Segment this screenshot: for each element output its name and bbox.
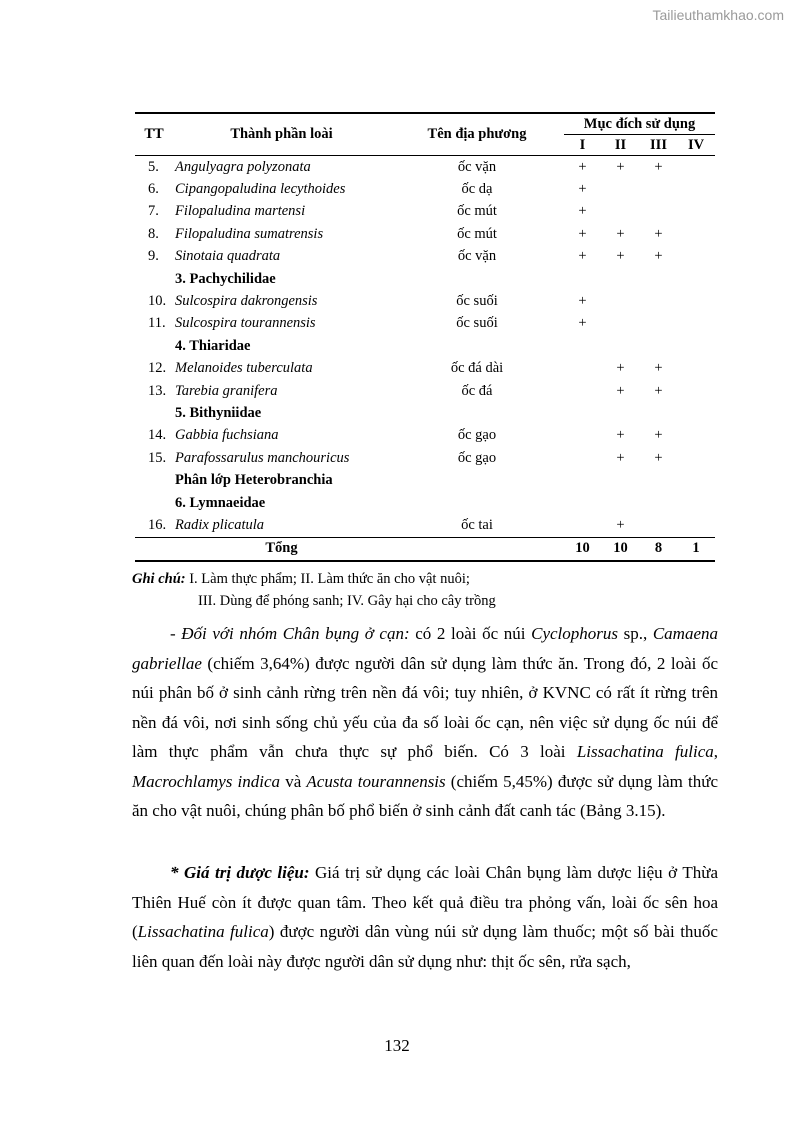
local-name: ốc mút — [457, 203, 497, 220]
row-number: 11. — [148, 315, 166, 332]
purpose-i — [564, 514, 601, 537]
total-iv: 1 — [677, 537, 715, 561]
purpose-ii — [601, 178, 640, 200]
species-name: Parafossarulus manchouricus — [175, 449, 350, 466]
table-row — [135, 358, 715, 380]
header-local-name: Tên địa phương — [390, 113, 564, 156]
p2-lead: * Giá trị dược liệu: — [170, 863, 310, 882]
table-row — [135, 246, 715, 268]
row-number: 16. — [135, 514, 173, 537]
local-name: ốc suối — [456, 315, 498, 332]
purpose-iv — [677, 313, 715, 335]
row-number: 5. — [148, 158, 159, 175]
purpose-i: + — [578, 225, 587, 242]
row-number: 7. — [148, 203, 159, 220]
purpose-i: + — [578, 203, 587, 220]
purpose-ii: + — [616, 382, 625, 399]
local-name: ốc đá — [461, 382, 493, 399]
p1-text: và — [280, 771, 307, 791]
group-row — [135, 335, 715, 357]
local-name: ốc gạo — [457, 427, 497, 444]
p2-species: Lissachatina fulica — [137, 922, 269, 941]
paragraph-land-snails — [132, 619, 718, 826]
header-purpose-iv: IV — [677, 135, 715, 156]
p1-species: Cyclophorus — [531, 624, 618, 643]
purpose-ii — [601, 290, 640, 312]
local-name: ốc suối — [456, 293, 498, 310]
page-number: 132 — [384, 1036, 410, 1055]
species-table — [135, 112, 715, 562]
row-number: 8. — [148, 225, 159, 242]
total-row — [135, 537, 715, 561]
header-purpose-iii: III — [640, 135, 677, 156]
purpose-iii — [640, 290, 677, 312]
local-name: ốc gạo — [457, 449, 497, 466]
purpose-ii — [601, 201, 640, 223]
purpose-ii — [601, 313, 640, 335]
p2-text: ) được người dân vùng núi sử dụng làm thuốc; một số bài thuốc liên quan đến loài này được người dân sử dụng như: thịt ốc sên, rửa sạch, — [132, 922, 718, 971]
purpose-ii: + — [616, 449, 625, 466]
total-label: Tổng — [173, 537, 390, 561]
table-notes — [132, 568, 496, 612]
table-row — [135, 447, 715, 469]
purpose-iii — [640, 178, 677, 200]
purpose-iii: + — [654, 158, 663, 175]
purpose-iii — [640, 201, 677, 223]
row-number: 6. — [148, 181, 159, 198]
group-label: 4. Thiaridae — [175, 337, 251, 354]
species-name: Angulyagra polyzonata — [175, 158, 311, 175]
purpose-iv — [677, 201, 715, 223]
species-name: Filopaludina martensi — [175, 203, 306, 220]
purpose-iv — [677, 447, 715, 469]
p1-text: , — [713, 742, 718, 761]
purpose-i — [564, 425, 601, 447]
p1-text: sp., — [618, 624, 653, 643]
row-number: 12. — [148, 360, 167, 377]
notes-line-2: III. Dùng để phóng sanh; IV. Gây hại cho cây trồng — [198, 593, 496, 609]
row-number: 9. — [148, 248, 159, 265]
purpose-ii: + — [616, 248, 625, 265]
purpose-iii: + — [654, 382, 663, 399]
table-row — [135, 156, 715, 179]
species-name: Sinotaia quadrata — [175, 248, 281, 265]
purpose-i: + — [578, 293, 587, 310]
header-tt: TT — [135, 113, 173, 156]
header-purpose: Mục đích sử dụng — [564, 113, 715, 135]
purpose-iii: + — [654, 360, 663, 377]
p1-text: có 2 loài ốc núi — [409, 624, 532, 643]
paragraph-medicinal-value — [132, 858, 718, 976]
total-i: 10 — [564, 537, 601, 561]
p1-species: Acusta tourannensis — [306, 771, 446, 791]
p2-text: Giá trị sử dụng các loài Chân bụng làm dược liệu ở Thừa Thiên Huế còn ít được quan tâm. Theo kết quả điều tra phỏng vấn, loài ốc sên hoa ( — [132, 863, 718, 941]
table-body — [135, 156, 715, 538]
p1-species: Camaena gabriellae — [132, 624, 719, 673]
purpose-iv — [677, 223, 715, 245]
notes-label: Ghi chú: — [132, 571, 186, 587]
purpose-ii: + — [616, 360, 625, 377]
purpose-iv — [677, 514, 715, 537]
watermark: Tailieuthamkhao.com — [652, 7, 784, 23]
purpose-iii: + — [654, 225, 663, 242]
purpose-ii: + — [616, 225, 625, 242]
purpose-iv — [677, 358, 715, 380]
purpose-i — [564, 447, 601, 469]
purpose-i: + — [578, 248, 587, 265]
purpose-i — [564, 358, 601, 380]
species-name: Gabbia fuchsiana — [175, 427, 279, 444]
row-number: 15. — [148, 449, 167, 466]
species-name: Sulcospira tourannensis — [175, 315, 316, 332]
purpose-iii: + — [654, 248, 663, 265]
group-row — [135, 402, 715, 424]
p1-text: (chiếm 3,64%) được người dân sử dụng làm thức ăn. Trong đó, 2 loài ốc núi phân bố ở sinh cảnh rừng trên nền đá vôi; tuy nhiên, ở KVNC có rất ít rừng trên nền đá vôi, nơi sinh sống chủ yếu của đa số loài ốc cạn, nên việc sử dụng ốc núi để làm thực phẩm vẫn chưa thực sự phổ biến. Có 3 loài — [132, 653, 718, 761]
table-row — [135, 201, 715, 223]
purpose-iv — [677, 290, 715, 312]
group-label: 5. Bithyniidae — [175, 404, 262, 421]
header-purpose-ii: II — [601, 135, 640, 156]
purpose-iv — [677, 380, 715, 402]
local-name: ốc dạ — [461, 181, 493, 198]
row-number: 14. — [148, 427, 167, 444]
p1-text: (chiếm 5,45%) được sử dụng làm thức ăn cho vật nuôi, chúng phân bố phổ biến ở sinh cảnh đất canh tác (Bảng 3.15). — [132, 771, 719, 820]
table-row — [135, 223, 715, 245]
purpose-ii: + — [616, 427, 625, 444]
species-name: Tarebia granifera — [175, 382, 278, 399]
purpose-i — [564, 380, 601, 402]
purpose-iii: + — [654, 449, 663, 466]
purpose-iii: + — [654, 427, 663, 444]
p1-species: Lissachatina fulica — [576, 742, 714, 761]
group-row — [135, 469, 715, 491]
purpose-ii: + — [601, 514, 640, 537]
species-name: Melanoides tuberculata — [175, 360, 313, 377]
purpose-iii — [640, 313, 677, 335]
purpose-i: + — [578, 315, 587, 332]
purpose-iii — [640, 514, 677, 537]
purpose-iv — [677, 425, 715, 447]
header-purpose-i: I — [564, 135, 601, 156]
group-label: 3. Pachychilidae — [175, 270, 276, 287]
table-row — [135, 514, 715, 537]
purpose-i: + — [578, 181, 587, 198]
local-name: ốc vặn — [457, 248, 497, 265]
group-label: 6. Lymnaeidae — [175, 494, 266, 511]
table-row — [135, 425, 715, 447]
purpose-ii: + — [616, 158, 625, 175]
purpose-iv — [677, 156, 715, 179]
species-name: Cipangopaludina lecythoides — [175, 181, 346, 198]
row-number: 13. — [148, 382, 167, 399]
notes-line-1: I. Làm thực phẩm; II. Làm thức ăn cho vật nuôi; — [185, 571, 470, 587]
p1-lead: - Đối với nhóm Chân bụng ở cạn: — [170, 624, 410, 643]
local-name: ốc vặn — [457, 158, 497, 175]
row-number: 10. — [148, 293, 167, 310]
group-row — [135, 268, 715, 290]
species-name: Sulcospira dakrongensis — [175, 293, 318, 310]
table-row — [135, 380, 715, 402]
purpose-iv — [677, 246, 715, 268]
total-iii: 8 — [640, 537, 677, 561]
header-species: Thành phần loài — [173, 113, 390, 156]
p1-species: Macrochlamys indica — [132, 771, 281, 791]
table-row — [135, 178, 715, 200]
group-row — [135, 492, 715, 514]
total-ii: 10 — [601, 537, 640, 561]
species-name: Filopaludina sumatrensis — [175, 225, 324, 242]
local-name: ốc mút — [457, 225, 497, 242]
table-row — [135, 290, 715, 312]
purpose-i: + — [578, 158, 587, 175]
group-label: Phân lớp Heterobranchia — [175, 472, 333, 489]
local-name: ốc tai — [390, 514, 564, 537]
local-name: ốc đá dài — [450, 360, 504, 377]
purpose-iv — [677, 178, 715, 200]
table-row — [135, 313, 715, 335]
species-name: Radix plicatula — [173, 514, 390, 537]
